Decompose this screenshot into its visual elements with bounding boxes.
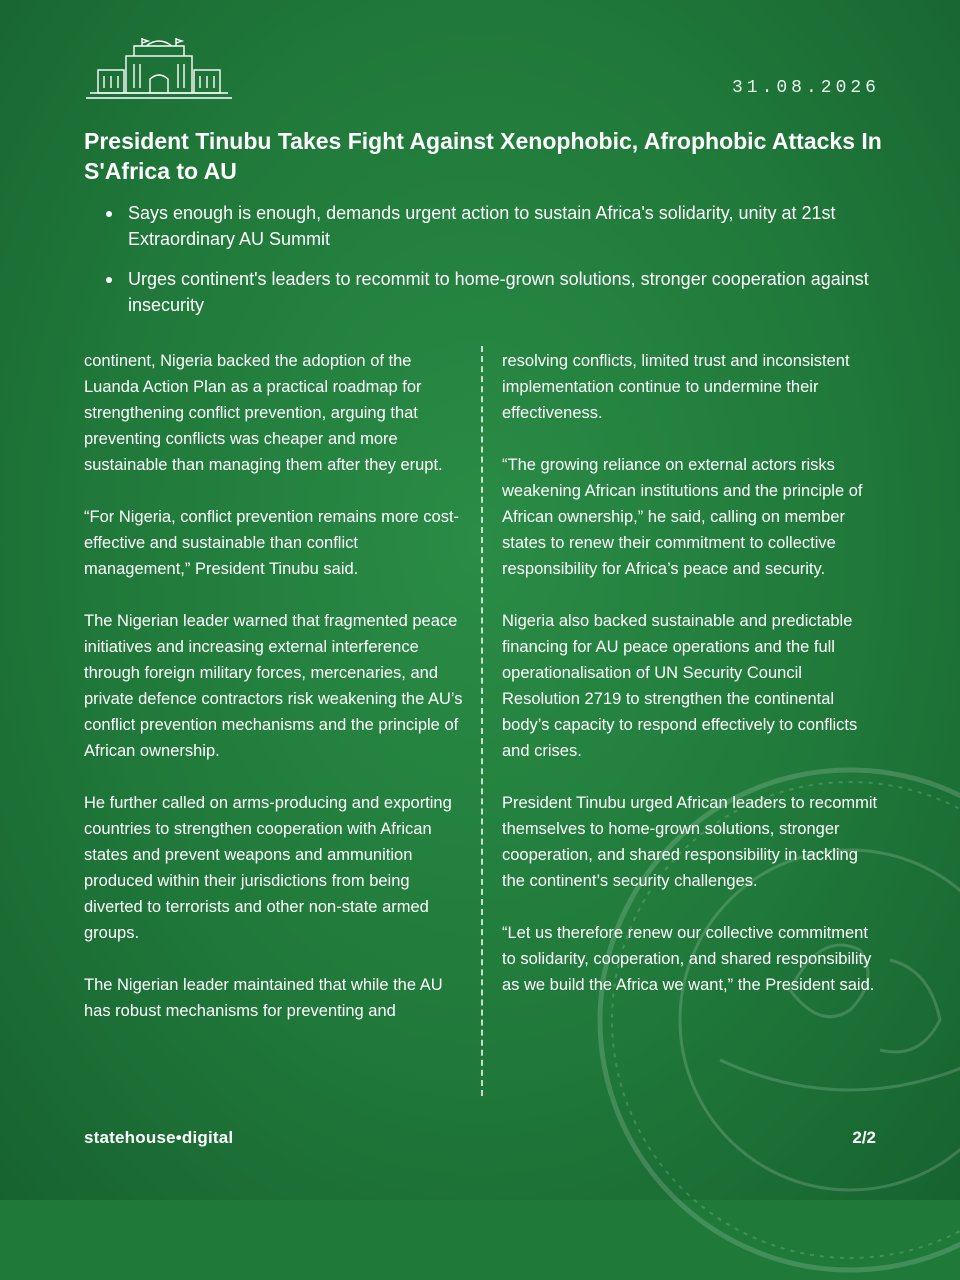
statehouse-logo (84, 38, 234, 102)
paragraph: “Let us therefore renew our collective commitment to solidarity, cooperation, and shared responsibility as we build the Africa we want,” the President said. (502, 924, 875, 994)
paragraph: President Tinubu urged African leaders to recommit themselves to home-grown solutions, stronger cooperation, and shared responsibility in tackling the continent’s security challenges. (502, 794, 878, 890)
paragraph: Nigeria also backed sustainable and predictable financing for AU peace operations and the full operationalisation of UN Security Council Resolution 2719 to strengthen the continental body’s capacity to respond effectively to conflicts and crises. (502, 612, 858, 760)
summary-bullets (104, 200, 884, 332)
bullet-text: Urges continent's leaders to recommit to home-grown solutions, stronger cooperation against insecurity (128, 269, 869, 315)
bullet-item (104, 266, 884, 318)
paragraph: He further called on arms-producing and exporting countries to strengthen cooperation with African states and prevent weapons and ammunition produced within their jurisdictions from being diverted to terrorists and other non-state armed groups. (84, 794, 452, 942)
paragraph: “For Nigeria, conflict prevention remains more cost-effective and sustainable than conflict management,” President Tinubu said. (84, 508, 460, 578)
publication-date: 31.08.2026 (731, 78, 880, 98)
paragraph: resolving conflicts, limited trust and inconsistent implementation continue to undermine their effectiveness. (502, 352, 850, 422)
bullet-item (104, 200, 884, 252)
column-divider (481, 346, 483, 1096)
headline: President Tinubu Takes Fight Against Xenophobic, Afrophobic Attacks In S'Africa to AU (84, 128, 882, 184)
article-column-right (502, 348, 882, 1024)
brand-footer: statehouse•digital (84, 1128, 234, 1147)
paragraph: The Nigerian leader maintained that while the AU has robust mechanisms for preventing and (84, 976, 443, 1020)
paragraph: “The growing reliance on external actors risks weakening African institutions and the principle of African ownership,” he said, calling on member states to renew their commitment to collective responsibility for Africa’s peace and security. (502, 456, 863, 578)
page-number: 2/2 (852, 1128, 876, 1147)
article-column-left (84, 348, 464, 1050)
bullet-dot-icon (106, 211, 112, 217)
paragraph: continent, Nigeria backed the adoption of the Luanda Action Plan as a practical roadmap for strengthening conflict prevention, arguing that preventing conflicts was cheaper and more sustainable than managing them after they erupt. (84, 352, 443, 474)
paragraph: The Nigerian leader warned that fragmented peace initiatives and increasing external interference through foreign military forces, mercenaries, and private defence contractors risk weakening the AU’s conflict prevention mechanisms and the principle of African ownership. (84, 612, 463, 760)
bullet-dot-icon (106, 277, 112, 283)
bullet-text: Says enough is enough, demands urgent action to sustain Africa's solidarity, unity at 21st Extraordinary AU Summit (128, 203, 836, 249)
